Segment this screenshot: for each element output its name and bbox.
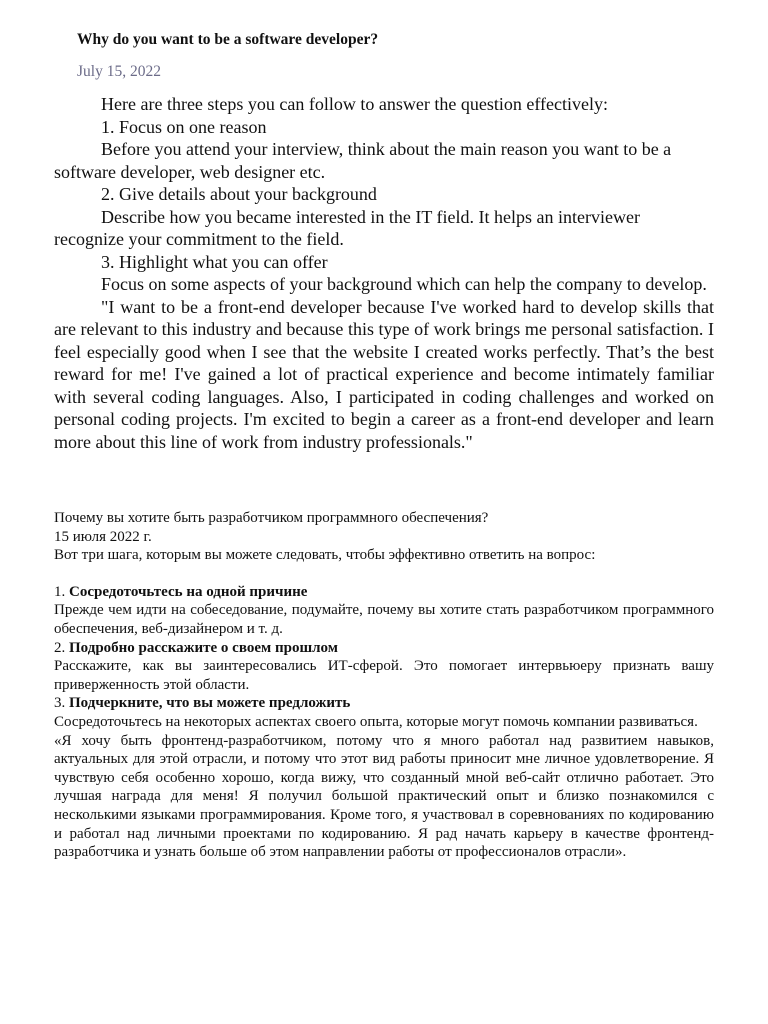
ru-step2-heading: Подробно расскажите о своем прошлом (69, 639, 338, 656)
ru-step1-text: Прежде чем идти на собеседование, подумайте, почему вы хотите стать разработчиком программного обеспечения, веб-дизайнером и т. д. (54, 602, 714, 637)
ru-step1-heading: Сосредоточьтесь на одной причине (69, 583, 308, 600)
ru-step3-heading: Подчеркните, что вы можете предложить (69, 695, 351, 712)
step1-heading: 1. Focus on one reason (101, 116, 267, 137)
step2-text: Describe how you became interested in the IT field. It helps an interviewer recognize your commitment to the field. (54, 206, 640, 249)
ru-step2-text: Расскажите, как вы заинтересовались ИТ-сферой. Это помогает интервьюеру признать вашу приверженность этой области. (54, 658, 714, 693)
ru-step3-text: Сосредоточьтесь на некоторых аспектах своего опыта, которые могут помочь компании развиваться. (54, 713, 698, 730)
post-date: July 15, 2022 (77, 63, 161, 80)
step1-text: Before you attend your interview, think about the main reason you want to be a software developer, web designer etc. (54, 139, 672, 182)
quote-paragraph: "I want to be a front-end developer because I've worked hard to develop skills that are relevant to this industry and because this type of work brings me personal satisfaction. I feel especially good when I see that the website I created works perfectly. That’s the best reward for me! I've gained a lot of practical experience and become intimately familiar with several coding languages. Also, I participated in coding challenges and worked on personal coding projects. I'm excited to begin a career as a front-end developer and learn more about this line of work from industry professionals." (54, 296, 714, 452)
ru-intro: Вот три шага, которым вы можете следовать, чтобы эффективно ответить на вопрос: (54, 547, 596, 564)
ru-step2-number: 2. (54, 639, 69, 656)
ru-date: 15 июля 2022 г. (54, 528, 152, 545)
step2-heading: 2. Give details about your background (101, 184, 377, 204)
intro-paragraph: Here are three steps you can follow to answer the question effectively: (101, 94, 608, 114)
page-title: Why do you want to be a software developer? (77, 31, 379, 48)
step3-heading: 3. Highlight what you can offer (101, 251, 328, 272)
ru-step1-number: 1. (54, 583, 69, 600)
ru-step2-heading-line (54, 639, 714, 658)
ru-step1-heading-line (54, 583, 714, 602)
ru-title: Почему вы хотите быть разработчиком программного обеспечения? (54, 510, 489, 526)
ru-step3-number: 3. (54, 695, 69, 712)
ru-step3-heading-line (54, 694, 714, 713)
spacer (54, 565, 714, 583)
step3-text: Focus on some aspects of your background which can help the company to develop. (101, 274, 707, 294)
russian-body (54, 509, 714, 862)
ru-quote-paragraph: «Я хочу быть фронтенд-разработчиком, потому что я много работал над развитием навыков, актуальных для этой отрасли, и потому что этот вид работы приносит мне личное удовлетворение. Я чувствую себя особенно хорошо, когда вижу, что созданный мной веб-сайт отлично работает. Это лучшая награда для меня! Я получил большой практический опыт и близко познакомился с несколькими языками программирования. Кроме того, я участвовал в соревнованиях по кодированию и работал над личными проектами по кодированию. Я рад начать карьеру в качестве фронтенд-разработчика и узнать больше об этом направлении работы от профессионалов отрасли». (54, 732, 714, 861)
english-body (54, 93, 714, 453)
